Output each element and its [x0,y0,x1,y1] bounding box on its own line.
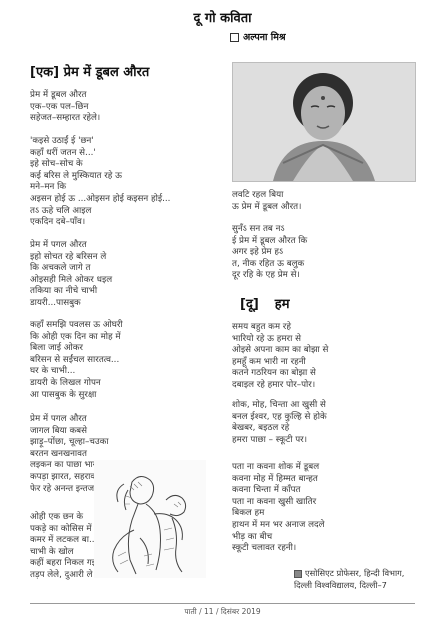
verse-line: चाभी के खोल [30,546,74,557]
verse-line: शोक, मोह, चिन्ता आ खुसी से [232,400,326,410]
verse-line: जागल बिया कबसे [30,425,88,436]
verse-line: हाथन में मन भर अनाज लदले [232,519,325,530]
verse-line: इहो सोचत रहे बरिसन ले [30,251,107,262]
page-title: दू गो कविता [193,11,252,26]
verse-line: समय बहुत कम रहे [232,322,291,332]
verse-line: कहाँ धरीं जतन से...' [30,147,96,158]
verse-line: कपड़ा झारत, सहरावत [30,471,101,482]
verse-line: 'कइसे उठाईं ई 'छन' [30,136,94,146]
author-photo [232,62,416,182]
poem1-stanza-7 [232,190,301,213]
verse-line: डायरी...पासबुक [30,297,81,308]
verse-line: बिला जाई ओकर [30,343,83,354]
verse-line: सहेजत–सम्हारत रहेले। [30,113,101,124]
verse-line: दबाइल रहे हमार पोर–पोर। [232,379,316,390]
verse-line: दूर रहि के एह प्रेम से। [232,270,300,281]
verse-line: भीड़ का बीच [232,531,273,542]
poem1-stanza-2 [30,136,170,229]
footnote-affiliation: एसोसिएट प्रोफेसर, हिन्दी विभाग, [305,568,405,578]
author-square-icon [230,33,239,42]
verse-line: लइकन का पाछा भागत [30,460,103,471]
poem1-stanza-4 [30,320,123,401]
verse-line: पता ना कवना खुसी खातिर [232,496,317,507]
verse-line: बरिसन से सईंचल सारतत्व... [30,354,120,365]
verse-line: ओही एक छन के [30,512,84,522]
verse-line: ऊ प्रेम में डूबल औरत। [232,201,302,212]
verse-line: पकड़े का कोसिस में निढाल [30,523,115,534]
verse-line: तकिया का नीचे चाभी [30,286,98,297]
verse-line: अइसन होई ऊ ...ओइसन होई कइसन होई... [30,193,171,204]
verse-line: एक–एक पल–छिन [30,101,89,112]
verse-line: भारियो रहे ऊ हमरा से [232,333,301,344]
poem2-stanza-1 [232,322,328,392]
verse-line: हमहूँ कम भारी ना रहनी [232,356,306,367]
poem1-title: [एक] प्रेम में डूबल औरत [30,65,150,80]
verse-line: झाड़ू–पोंछा, चूल्हा–चउका [30,437,109,448]
verse-line: आ पासबुक के सुरक्षा [30,389,97,400]
verse-line: प्रेम में डूबल औरत [30,90,87,100]
footnote-line-2: दिल्ली विश्वविद्यालय, दिल्ली–7 [294,579,387,590]
verse-line: कि अचकले जागे त [30,263,91,274]
poem1-stanza-3 [30,240,112,310]
verse-line: कवना चिन्ता में काँपत [232,485,301,496]
verse-line: एकदिन दबे–पाँव। [30,217,86,228]
verse-line: कई बरिस ले मुस्कियात रहे ऊ [30,170,122,181]
verse-line: कवना मोह में हिम्मत बान्हत [232,473,318,484]
poem2-number: [दू] [240,297,259,312]
poem2-title: हम [274,297,290,312]
poem1-stanza-8 [232,224,307,282]
verse-line: पता ना कवना शोक में डूबल [232,462,320,472]
verse-line: स्कूटी चलावत रहनी। [232,543,297,554]
verse-line: फेर रहे अनन्त इन्तजार... [30,483,109,494]
verse-line: त, नीक रहित ऊ बलुक [232,258,305,269]
verse-line: बनल ईश्वर, एह कुल्हि से होके [232,411,327,422]
verse-line: सुनँऽ सन तब नऽ [232,224,285,234]
verse-line: प्रेम में पगल औरत [30,240,87,250]
verse-line: लवटि रहल बिया [232,190,284,200]
verse-line: ओइसही मिले ओकर धइल [30,274,113,285]
verse-line: कतने गठरियन का बोझा से [232,368,316,379]
author-name: अल्पना मिश्र [243,32,286,43]
verse-line: कि ओही एक दिन का मोह में [30,331,121,342]
verse-line: मने–मन कि [30,182,67,193]
footer-rule [30,603,415,604]
verse-line: ओइसे अपना काम का बोझा से [232,345,329,356]
verse-line: इहे सोच–सोच के [30,159,83,170]
verse-line: कमर में लटकल बा... [30,535,98,546]
verse-line: प्रेम में पगल औरत [30,414,87,424]
poem2-heading [240,294,289,312]
page-footer: पाती / 11 / दिसंबर 2019 [184,607,261,616]
author-byline [230,30,286,43]
footnote-line-1 [294,568,404,580]
footnote-square-icon [294,570,302,578]
verse-line: तड़प लेले, दुआरी ले जाके [30,569,111,580]
poem2-stanza-3 [232,462,324,555]
verse-line: बरतन खनखनावत [30,448,87,459]
verse-line: ई प्रेम में डूबल औरत कि [232,235,308,246]
verse-line: घर के चाभी... [30,366,76,377]
verse-line: कहीं बहरा निकल गइला के [30,558,114,569]
verse-line: कहाँ समझि पवलस ऊ ओघरी [30,320,123,330]
poem2-stanza-2 [232,400,327,446]
verse-line: बेखबर, बइठल रहे [232,423,290,434]
poem1-stanza-1 [30,90,100,125]
verse-line: हमरा पाछा – स्कूटी पर। [232,434,307,445]
verse-line: डायरी के लिखल गोपन [30,377,101,388]
verse-line: अगर इहे प्रेम हऽ [232,247,284,258]
verse-line: तऽ ऊहे चलि आइल [30,205,92,216]
verse-line: बिकल हम [232,508,265,519]
sketch-illustration [94,460,206,578]
author-footnote [294,568,404,591]
